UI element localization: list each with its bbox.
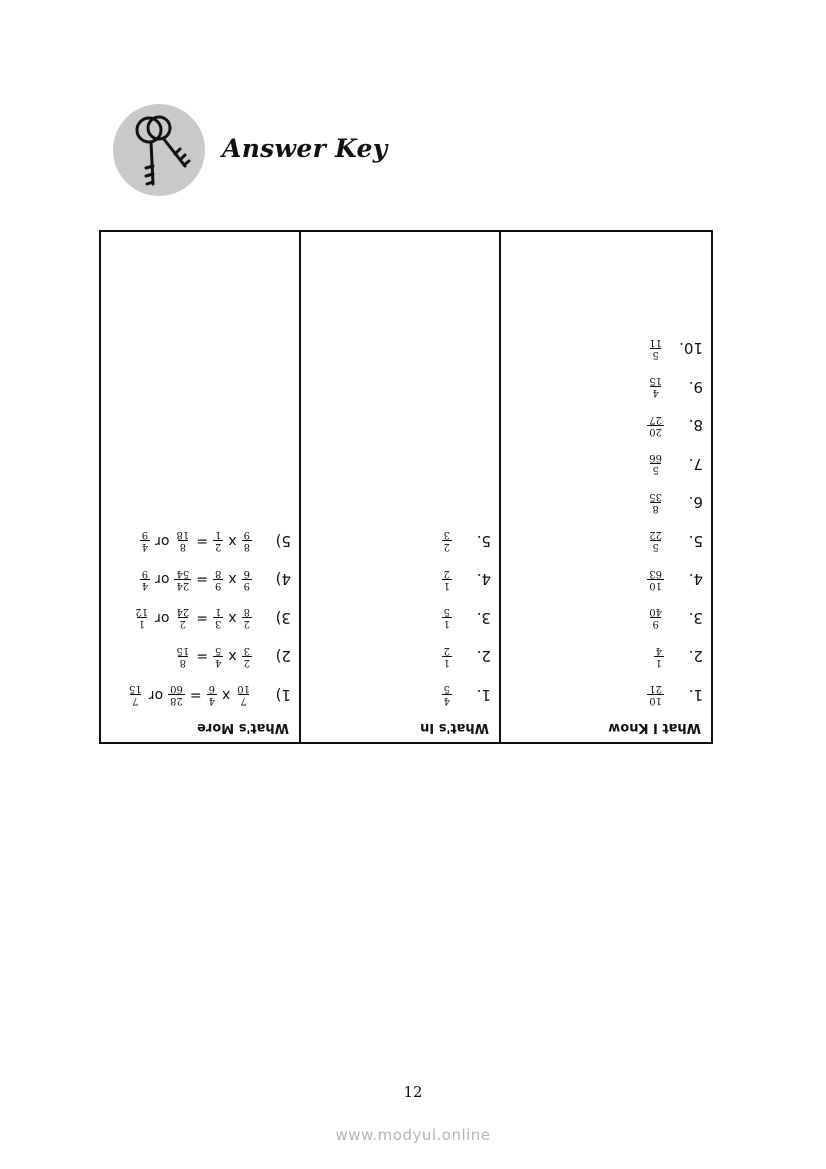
page-number: 12: [403, 1083, 423, 1101]
fraction: [174, 530, 191, 553]
item-number: 4.: [476, 570, 491, 589]
numerator: 4: [141, 580, 149, 591]
numerator: 5: [652, 541, 659, 553]
denominator: 4: [655, 645, 662, 656]
denominator: 8: [243, 606, 250, 618]
numerator: 8: [652, 503, 659, 514]
answer-item: [439, 603, 491, 633]
fraction: [174, 645, 191, 668]
item-number: 9.: [688, 378, 703, 396]
fraction: [442, 607, 452, 630]
answer-item: [171, 642, 291, 672]
denominator: 54: [176, 568, 190, 579]
fraction: [647, 530, 664, 553]
item-number: 1.: [476, 686, 491, 704]
numerator: 3: [214, 618, 222, 630]
answer-item: [439, 526, 491, 556]
answer-item: [439, 565, 491, 595]
denominator: 2: [443, 645, 450, 656]
fraction: [242, 607, 252, 630]
denominator: 11: [649, 337, 662, 348]
denominator: 27: [649, 414, 662, 425]
keys-icon-badge: [113, 104, 205, 196]
fraction: [647, 491, 664, 514]
item-number: 5.: [476, 532, 491, 550]
numerator: 4: [443, 695, 450, 707]
item-number: 3.: [688, 609, 703, 627]
operator: x: [228, 571, 237, 588]
operator: x: [228, 648, 237, 665]
item-number: 5.: [688, 532, 703, 550]
numerator: 1: [443, 580, 450, 591]
operator: x: [221, 687, 231, 703]
fraction: [140, 568, 150, 591]
denominator: 5: [443, 606, 450, 618]
item-number: 7.: [688, 455, 703, 473]
fraction: [174, 607, 191, 630]
operator: =: [189, 687, 202, 703]
numerator: 2: [214, 541, 222, 553]
numerator: 7: [132, 695, 139, 707]
answer-item: [644, 603, 703, 633]
operator: =: [196, 610, 208, 626]
numerator: 2: [179, 618, 187, 630]
fraction: [207, 684, 217, 707]
numerator: 20: [649, 426, 662, 437]
denominator: 6: [243, 568, 250, 579]
section-header: What's More: [197, 720, 289, 735]
section-header: What's In: [420, 720, 489, 735]
numerator: 8: [179, 657, 187, 668]
denominator: 21: [649, 683, 662, 695]
denominator: 1: [214, 606, 222, 618]
denominator: 8: [214, 568, 222, 579]
item-number: 1): [275, 686, 291, 704]
fraction: [647, 453, 664, 476]
fraction: [647, 376, 664, 399]
column-what-i-know: [501, 232, 711, 742]
answer-item: [124, 680, 291, 710]
fraction: [442, 684, 452, 707]
fraction: [213, 568, 223, 591]
numerator: 28: [170, 695, 183, 707]
item-number: 5): [275, 532, 291, 550]
numerator: 1: [443, 657, 450, 668]
answer-item: [644, 565, 703, 595]
keys-icon: [113, 104, 205, 196]
fraction: [647, 337, 664, 360]
fraction: [647, 414, 664, 437]
numerator: 8: [179, 541, 187, 553]
answer-item: [644, 334, 703, 364]
answer-item: [644, 488, 703, 518]
operator: =: [196, 533, 208, 549]
column-whats-in: [301, 232, 501, 742]
answer-item: [130, 603, 291, 633]
numerator: 10: [649, 580, 662, 591]
fraction: [647, 568, 664, 591]
fraction: [174, 568, 191, 591]
denominator: 1: [214, 529, 222, 541]
denominator: 6: [208, 683, 215, 695]
item-number: 2): [275, 647, 291, 666]
numerator: 4: [652, 387, 659, 399]
operator: x: [228, 533, 237, 549]
numerator: 4: [214, 657, 222, 668]
operator: or: [155, 571, 170, 588]
denominator: 15: [176, 645, 190, 656]
answer-item: [644, 372, 703, 402]
answer-item: [137, 565, 291, 595]
item-number: 10.: [679, 339, 703, 358]
fraction: [213, 607, 223, 630]
fraction: [242, 568, 252, 591]
denominator: 22: [649, 529, 662, 541]
denominator: 63: [649, 568, 662, 579]
item-number: 6.: [688, 493, 703, 512]
fraction: [442, 530, 452, 553]
numerator: 5: [652, 349, 659, 360]
numerator: 9: [652, 618, 659, 630]
numerator: 2: [443, 541, 450, 553]
denominator: 9: [243, 529, 250, 541]
numerator: 9: [243, 580, 250, 591]
numerator: 4: [141, 541, 149, 553]
numerator: 2: [243, 657, 250, 668]
numerator: 5: [652, 464, 659, 476]
item-number: 4.: [688, 570, 703, 589]
operator: =: [196, 571, 208, 588]
fraction: [242, 530, 252, 553]
item-number: 2.: [688, 647, 703, 666]
fraction: [133, 607, 150, 630]
denominator: 9: [141, 529, 149, 541]
fraction: [168, 684, 185, 707]
item-number: 3.: [476, 609, 491, 627]
fraction: [242, 645, 252, 668]
operator: or: [155, 610, 170, 626]
denominator: 15: [129, 683, 142, 695]
denominator: 66: [649, 452, 662, 464]
item-number: 2.: [476, 647, 491, 666]
numerator: 2: [243, 618, 250, 630]
numerator: 9: [214, 580, 222, 591]
numerator: 10: [649, 695, 662, 707]
fraction: [235, 684, 252, 707]
denominator: 12: [135, 606, 149, 618]
fraction: [127, 684, 144, 707]
numerator: 24: [176, 580, 190, 591]
fraction: [213, 530, 223, 553]
denominator: 35: [649, 491, 662, 502]
fraction: [654, 645, 664, 668]
answer-item: [651, 642, 703, 672]
item-number: 8.: [688, 416, 703, 435]
fraction: [647, 684, 664, 707]
column-whats-more: [101, 232, 301, 742]
watermark: www.modyul.online: [335, 1126, 491, 1144]
answer-item: [439, 642, 491, 672]
numerator: 8: [243, 541, 250, 553]
denominator: 18: [176, 529, 190, 541]
denominator: 9: [141, 568, 149, 579]
numerator: 1: [443, 618, 450, 630]
operator: x: [228, 610, 237, 626]
denominator: 5: [214, 645, 222, 656]
answer-item: [644, 411, 703, 441]
page-title: Answer Key: [222, 134, 388, 163]
answer-item: [439, 680, 491, 710]
answer-item: [137, 526, 291, 556]
denominator: 15: [649, 375, 662, 387]
numerator: 7: [240, 695, 247, 707]
answer-item: [644, 526, 703, 556]
operator: or: [155, 533, 170, 549]
fraction: [647, 607, 664, 630]
numerator: 1: [655, 657, 662, 668]
answer-table: [99, 230, 713, 744]
denominator: 10: [237, 683, 250, 695]
item-number: 1.: [688, 686, 703, 704]
denominator: 5: [443, 683, 450, 695]
operator: =: [196, 648, 208, 665]
section-header: What I Know: [608, 720, 701, 735]
denominator: 2: [443, 568, 450, 579]
denominator: 60: [170, 683, 183, 695]
fraction: [140, 530, 150, 553]
numerator: 1: [138, 618, 145, 630]
denominator: 3: [443, 529, 450, 541]
fraction: [213, 645, 223, 668]
item-number: 3): [275, 609, 291, 627]
fraction: [442, 645, 452, 668]
numerator: 4: [208, 695, 215, 707]
operator: or: [148, 687, 164, 703]
denominator: 3: [243, 645, 250, 656]
denominator: 24: [176, 606, 190, 618]
item-number: 4): [275, 570, 291, 589]
fraction: [442, 568, 452, 591]
answer-item: [644, 680, 703, 710]
answer-item: [644, 449, 703, 479]
denominator: 40: [649, 606, 662, 618]
